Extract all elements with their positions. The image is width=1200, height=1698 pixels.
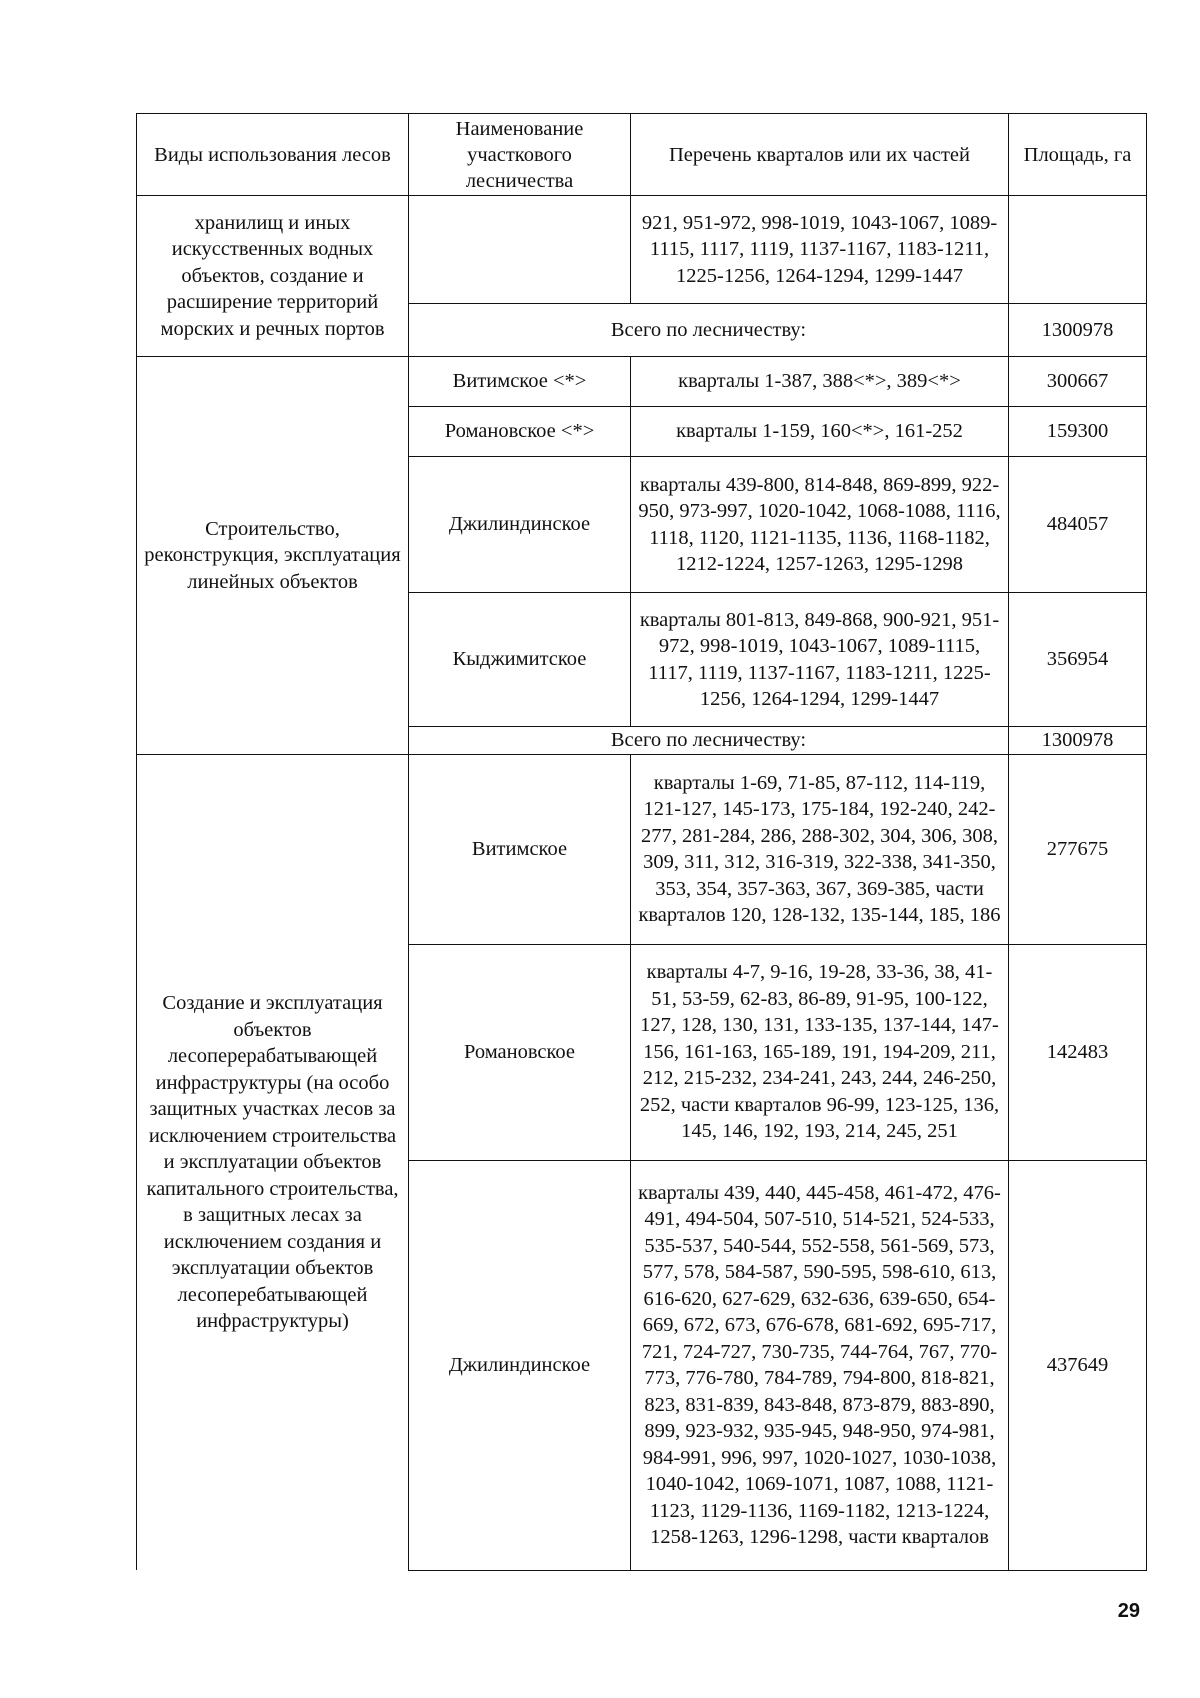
quarters-cell: кварталы 1-159, 160<*>, 161-252 — [631, 407, 1009, 457]
area-cell-empty — [1009, 196, 1147, 304]
header-use-type: Виды использования лесов — [137, 114, 409, 196]
forestry-cell: Джилиндинское — [409, 457, 631, 593]
total-label: Всего по лесничеству: — [409, 727, 1009, 755]
forestry-cell: Романовское <*> — [409, 407, 631, 457]
table-row — [137, 754, 1147, 944]
area-cell: 277675 — [1009, 754, 1147, 944]
quarters-cell: кварталы 4-7, 9-16, 19-28, 33-36, 38, 41-51, 53-59, 62-83, 86-89, 91-95, 100-122, 127, 128, 130, 131, 133-135, 137-144, 147-156, 161-163, 165-189, 191, 194-209, 211, 212, 215-232, 234-241, 243, 244, 246-250, 252, части кварталов 96-99, 123-125, 136, 145, 146, 192, 193, 214, 245, 251 — [631, 944, 1009, 1160]
header-quarters: Перечень кварталов или их частей — [631, 114, 1009, 196]
header-forestry-name: Наименование участкового лесничества — [409, 114, 631, 196]
forestry-cell: Романовское — [409, 944, 631, 1160]
total-value: 1300978 — [1009, 304, 1147, 357]
area-cell: 142483 — [1009, 944, 1147, 1160]
quarters-cell: кварталы 439-800, 814-848, 869-899, 922-950, 973-997, 1020-1042, 1068-1088, 1116, 1118, 1120, 1121-1135, 1136, 1168-1182, 1212-1224, 1257-1263, 1295-1298 — [631, 457, 1009, 593]
total-label: Всего по лесничеству: — [409, 304, 1009, 357]
quarters-cell: кварталы 1-387, 388<*>, 389<*> — [631, 357, 1009, 407]
quarters-cell: 921, 951-972, 998-1019, 1043-1067, 1089-1115, 1117, 1119, 1137-1167, 1183-1211, 1225-1256, 1264-1294, 1299-1447 — [631, 196, 1009, 304]
page-number: 29 — [1117, 1600, 1140, 1622]
table-header-row — [137, 114, 1147, 196]
forestry-cell-empty — [409, 196, 631, 304]
use-type-cell: Создание и эксплуатация объектов лесоперерабатывающей инфраструктуры (на особо защитных участках лесов за исключением строительства и эксплуатации объектов капитального строительства, в защитных лесах за исключением создания и эксплуатации объектов лесоперебатывающей инфраструктуры) — [137, 754, 409, 1570]
forestry-cell: Витимское — [409, 754, 631, 944]
quarters-cell: кварталы 1-69, 71-85, 87-112, 114-119, 121-127, 145-173, 175-184, 192-240, 242-277, 281-284, 286, 288-302, 304, 306, 308, 309, 311, 312, 316-319, 322-338, 341-350, 353, 354, 357-363, 367, 369-385, части кварталов 120, 128-132, 135-144, 185, 186 — [631, 754, 1009, 944]
use-type-cell: Строительство, реконструкция, эксплуатация линейных объектов — [137, 357, 409, 755]
area-cell: 159300 — [1009, 407, 1147, 457]
table-row — [137, 196, 1147, 304]
area-cell: 356954 — [1009, 593, 1147, 727]
area-cell: 484057 — [1009, 457, 1147, 593]
header-area: Площадь, га — [1009, 114, 1147, 196]
forestry-cell: Витимское <*> — [409, 357, 631, 407]
table-row — [137, 357, 1147, 407]
area-cell: 437649 — [1009, 1160, 1147, 1570]
forestry-cell: Джилиндинское — [409, 1160, 631, 1570]
forest-use-table — [136, 113, 1147, 1571]
forestry-cell: Кыджимитское — [409, 593, 631, 727]
quarters-cell: кварталы 439, 440, 445-458, 461-472, 476-491, 494-504, 507-510, 514-521, 524-533, 535-537, 540-544, 552-558, 561-569, 573, 577, 578, 584-587, 590-595, 598-610, 613, 616-620, 627-629, 632-636, 639-650, 654-669, 672, 673, 676-678, 681-692, 695-717, 721, 724-727, 730-735, 744-764, 767, 770-773, 776-780, 784-789, 794-800, 818-821, 823, 831-839, 843-848, 873-879, 883-890, 899, 923-932, 935-945, 948-950, 974-981, 984-991, 996, 997, 1020-1027, 1030-1038, 1040-1042, 1069-1071, 1087, 1088, 1121-1123, 1129-1136, 1169-1182, 1213-1224, 1258-1263, 1296-1298, части кварталов — [631, 1160, 1009, 1570]
use-type-cell: хранилищ и иных искусственных водных объектов, создание и расширение территорий морских и речных портов — [137, 196, 409, 357]
total-value: 1300978 — [1009, 727, 1147, 755]
quarters-cell: кварталы 801-813, 849-868, 900-921, 951-972, 998-1019, 1043-1067, 1089-1115, 1117, 1119, 1137-1167, 1183-1211, 1225-1256, 1264-1294, 1299-1447 — [631, 593, 1009, 727]
area-cell: 300667 — [1009, 357, 1147, 407]
